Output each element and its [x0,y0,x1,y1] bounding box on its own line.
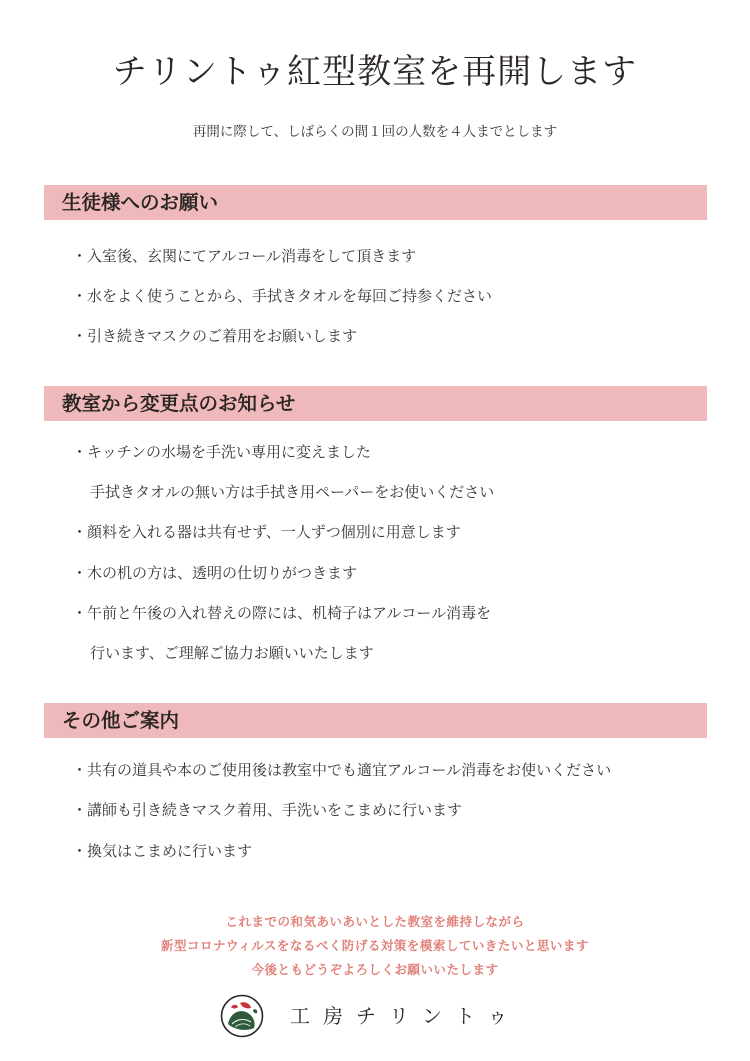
list-item: ・水をよく使うことから、手拭きタオルを毎回ご持参ください [72,287,493,305]
list-item: ・木の机の方は、透明の仕切りがつきます [72,564,358,582]
list-item: ・換気はこまめに行います [72,842,253,860]
closing-line: 新型コロナウィルスをなるべく防げる対策を模索していきたいと思います [161,938,589,953]
list-item-continuation: 行います、ご理解ご協力お願いいたします [90,644,374,662]
list-item: ・入室後、玄関にてアルコール消毒をして頂きます [72,247,417,265]
page-title: チリントゥ紅型教室を再開します [112,52,638,92]
list-item: ・共有の道具や本のご使用後は教室中でも適宜アルコール消毒をお使いください [72,761,612,779]
list-item: ・午前と午後の入れ替えの際には、机椅子はアルコール消毒を [72,604,492,622]
studio-logo-icon [220,994,264,1038]
list-item: ・キッチンの水場を手洗い専用に変えました [72,443,371,461]
section-heading-student-requests: 生徒様へのお願い [44,185,707,220]
section-heading-other-info: その他ご案内 [44,703,707,738]
closing-line: これまでの和気あいあいとした教室を維持しながら [225,914,525,929]
list-item-continuation: 手拭きタオルの無い方は手拭き用ペーパーをお使いください [90,483,495,501]
section-heading-classroom-changes: 教室から変更点のお知らせ [44,386,707,421]
list-item: ・引き続きマスクのご着用をお願いします [72,327,358,345]
subtitle: 再開に際して、しばらくの間１回の人数を４人までとします [192,124,558,140]
closing-line: 今後ともどうぞよろしくお願いいたします [251,962,499,977]
brand-name: 工房チリントゥ [290,1004,521,1028]
list-item: ・講師も引き続きマスク着用、手洗いをこまめに行います [72,801,463,819]
list-item: ・顔料を入れる器は共有せず、一人ずつ個別に用意します [72,523,461,541]
